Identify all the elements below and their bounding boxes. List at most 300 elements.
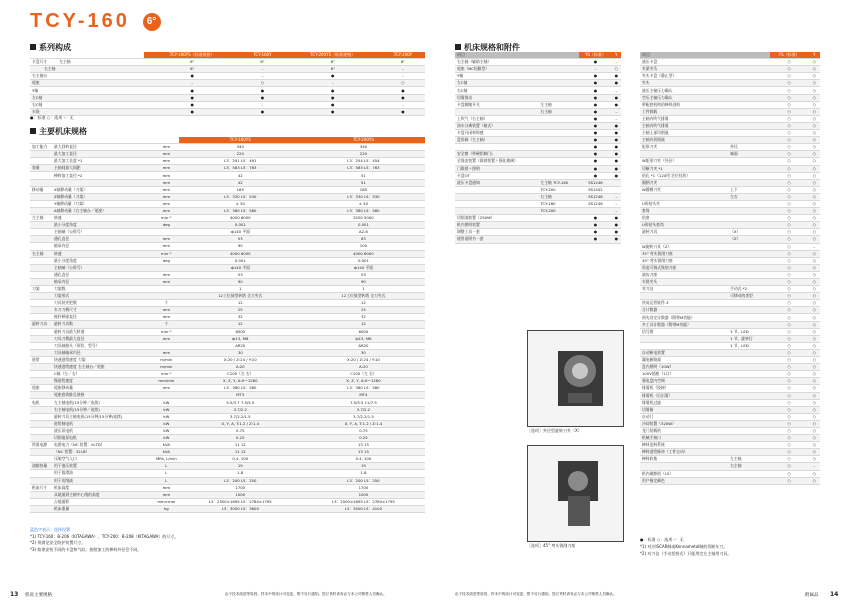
item-ys: ● <box>579 222 611 229</box>
photo-caption: ［选项］外径型旋转刀夹（X） <box>527 428 582 433</box>
spec-value-160: 220 <box>179 151 302 158</box>
item-sublabel <box>728 94 770 101</box>
spec-value-200: 53 <box>302 271 425 278</box>
item-y: ○ <box>809 435 820 442</box>
table-row <box>640 413 820 420</box>
item-ys: ○ <box>770 179 809 186</box>
item-label: 龙门装载机 <box>640 427 728 434</box>
spec-label <box>30 200 154 207</box>
spec-label <box>30 371 154 378</box>
item-ys: ○ <box>770 477 809 484</box>
item-label: 左C轴 <box>455 80 538 87</box>
spec-name: 快速进给速度 右主轴台／尾座 <box>54 364 105 370</box>
item-y: – <box>612 59 621 66</box>
spec-unit: MPa, L/min <box>156 456 177 462</box>
spec-label <box>30 207 154 214</box>
item-ys: SS1246 <box>579 193 611 200</box>
item-ys: ● <box>579 122 611 129</box>
table-row <box>455 59 621 66</box>
table-row <box>640 59 820 66</box>
spec-unit: min⁻¹ <box>154 371 179 378</box>
spec-group: 所需电源 <box>32 442 48 448</box>
spec-group: 油箱容量 <box>32 463 48 469</box>
item-sublabel <box>728 243 770 250</box>
item-sublabel <box>728 73 770 80</box>
item-sublabel <box>728 371 770 378</box>
table-row <box>30 193 425 200</box>
table-row <box>30 229 425 236</box>
item-label: 夹头 <box>640 80 728 87</box>
lineup-col: TCY-200YS（标准规格） <box>284 52 380 59</box>
row-sublabel: 左主轴 <box>59 59 71 65</box>
spec-label <box>30 406 154 413</box>
item-sublabel <box>728 321 770 328</box>
spec-name: 转速 <box>54 250 62 256</box>
footer <box>0 589 850 601</box>
spec-name: 旋转刀具数 <box>54 321 73 327</box>
item-ys: ○ <box>770 130 809 137</box>
item-label: 合计数器 <box>640 307 728 314</box>
item-y: ○ <box>809 115 820 122</box>
table-row <box>640 151 820 158</box>
spec-value-200: 3200 5000 <box>302 215 425 222</box>
spec-label <box>30 222 154 229</box>
item-y: ○ <box>809 101 820 108</box>
table-row <box>455 108 621 115</box>
spec-unit: mm <box>154 144 179 151</box>
spec-value-160: MT3 <box>179 392 302 399</box>
table-row <box>640 378 820 385</box>
item-label: 漏电断路器 <box>640 357 728 364</box>
spec-name: 车刀刀柄尺寸 <box>54 307 77 313</box>
spec-label <box>30 356 154 363</box>
spec-unit: 个 <box>154 321 179 328</box>
footer-note-left: 由于技术改进等原因，样本中的设计可变更，暂不另行通知。您订货时请务必与本公司销售人员确认。 <box>225 592 387 596</box>
item-ys: ○ <box>770 307 809 314</box>
item-sublabel <box>728 427 770 434</box>
cell-value: ● <box>144 87 240 94</box>
item-ys: ● <box>579 108 611 115</box>
item-label: 35° 弯头铣削刀座 <box>640 250 728 257</box>
item-y: ○ <box>809 158 820 165</box>
item-label: 圆柄刀夹 <box>640 179 728 186</box>
spec-label <box>30 215 154 222</box>
table-row <box>640 477 820 484</box>
specs-table <box>30 137 425 513</box>
item-label: 机械手接口 <box>640 435 728 442</box>
item-sublabel <box>728 392 770 399</box>
item-y: ○ <box>809 378 820 385</box>
item-ys: ○ <box>770 264 809 271</box>
item-ys: ○ <box>770 108 809 115</box>
item-label <box>640 335 728 342</box>
item-label <box>640 342 728 349</box>
item-label: 卡盘脚踏开关 <box>455 101 538 108</box>
item-ys: ● <box>579 73 611 80</box>
item-y: ○ <box>809 66 820 73</box>
angle-head-photo <box>527 445 624 542</box>
spec-label <box>30 392 154 399</box>
spec-unit: kg <box>154 505 179 512</box>
item-ys: ● <box>579 158 611 165</box>
table-row <box>455 66 621 73</box>
table-row <box>640 300 820 307</box>
spec-name: 刀架形式 <box>54 293 70 299</box>
item-label <box>640 463 728 470</box>
spec-label <box>30 271 154 278</box>
item-label <box>455 186 538 193</box>
item-ys: ● <box>579 151 611 158</box>
spec-label <box>30 434 154 441</box>
spec-label <box>30 179 154 186</box>
spec-value-160: AR20 <box>179 342 302 349</box>
item-ys: ○ <box>770 300 809 307</box>
item-sublabel <box>538 229 579 236</box>
row-label <box>30 66 144 73</box>
table-row <box>455 101 621 108</box>
spec-value-160: 90 <box>179 278 302 285</box>
item-ys: ○ <box>770 342 809 349</box>
item-sublabel <box>728 470 770 477</box>
spec-name: 镗杆柄部直径 <box>54 314 77 320</box>
table-row <box>640 172 820 179</box>
spec-value-200: AR20 <box>302 342 425 349</box>
table-row <box>30 236 425 243</box>
spec-value-200: L3：254 L5：454 <box>302 158 425 165</box>
item-sublabel: 外径 <box>728 144 770 151</box>
item-ys: ○ <box>770 165 809 172</box>
table-row <box>30 300 425 307</box>
spec-value-200: 0.001 <box>302 257 425 264</box>
table-row <box>30 207 425 214</box>
table-row <box>640 208 820 215</box>
item-ys: ○ <box>770 222 809 229</box>
spec-unit: mm <box>154 385 179 392</box>
spec-label <box>30 477 154 484</box>
spec-label <box>30 491 154 498</box>
table-row <box>30 364 425 371</box>
item-ys: ○ <box>770 243 809 250</box>
specs-col: TCY-200YS <box>302 137 425 144</box>
spec-unit: mm <box>154 271 179 278</box>
item-sublabel <box>728 435 770 442</box>
item-sublabel: TCY-200 <box>538 208 579 215</box>
specs-notes: 蓝色字表示：选择设置 *1) TCY-160：B-206（KITAGAWA）、TCY-200：B-208（KITAGAWA）的尺寸。 *2) 须满足安全防护装置尺寸。 *3) 如果安装不同的卡盘和气缸，按照加工的棒料外径会不同。 <box>30 527 179 552</box>
spec-name: 快速进给速度 刀架 <box>54 356 86 362</box>
item-y: ○ <box>612 66 621 73</box>
spec-unit: mm <box>154 179 179 186</box>
spec-value-200: 12工位鼓型转塔 全刀夹式 <box>302 293 425 300</box>
spec-value-200: 1 <box>302 285 425 292</box>
spec-value-200: 0.4, 100 <box>302 456 425 463</box>
cell-value: ● <box>240 108 284 115</box>
table-row <box>30 172 425 179</box>
item-y: ● <box>612 229 621 236</box>
specs-col: TCY-160YS <box>179 137 302 144</box>
table-row <box>30 406 425 413</box>
spec-label <box>30 293 154 300</box>
item-sublabel <box>538 222 579 229</box>
item-sublabel <box>538 130 579 137</box>
accessories-legend: ●：标准 ○：选项 –：无 <box>640 537 684 542</box>
item-y: ○ <box>809 208 820 215</box>
item-ys: ○ <box>770 229 809 236</box>
table-row <box>640 293 820 300</box>
spec-label <box>30 229 154 236</box>
item-ys: ○ <box>770 442 809 449</box>
item-ys: ● <box>579 80 611 87</box>
table-row <box>455 186 621 193</box>
item-ys: ○ <box>770 87 809 94</box>
item-label <box>455 193 538 200</box>
item-y: ● <box>612 172 621 179</box>
row-label-text: 右C轴 <box>32 101 43 107</box>
spec-value-200: 13 15 <box>302 449 425 456</box>
spec-value-160: 19 <box>179 463 302 470</box>
spec-value-200: ф13, M8 <box>302 335 425 342</box>
item-ys: ○ <box>770 371 809 378</box>
spec-label <box>30 151 154 158</box>
spec-value-160: 25 <box>179 307 302 314</box>
page-number-left: 13 <box>10 591 19 598</box>
spec-value-200: 3.7/2.2/1.5 <box>302 413 425 420</box>
table-row <box>30 285 425 292</box>
spec-name: 用于润滑油 <box>54 470 73 476</box>
table-row <box>30 328 425 335</box>
spec-group: 左主轴 <box>32 215 44 221</box>
spec-label <box>30 172 154 179</box>
spec-name: 转速 <box>54 215 62 221</box>
spec-value-200: 90 <box>302 278 425 285</box>
spec-unit: mm <box>154 151 179 158</box>
item-y: ○ <box>809 257 820 264</box>
item-sublabel: 手动式 *2 <box>728 286 770 293</box>
spec-value-160: 185 <box>179 186 302 193</box>
item-label: 盘形阀（左主轴） <box>455 137 538 144</box>
spec-label <box>30 456 154 463</box>
spec-value-160: L3：380 L5：580 <box>179 385 302 392</box>
item-sublabel <box>728 172 770 179</box>
item-y: ○ <box>809 215 820 222</box>
lineup-col: TCY-160Y <box>240 52 284 59</box>
item-y: ○ <box>809 80 820 87</box>
spec-label <box>30 442 154 449</box>
item-ys: ○ <box>770 172 809 179</box>
item-ys: ○ <box>770 186 809 193</box>
spec-unit: kW <box>154 420 179 427</box>
row-label <box>30 80 144 87</box>
spec-name: 最大回转直径 <box>54 144 77 150</box>
item-label: 套筒 <box>640 208 728 215</box>
spec-unit <box>154 229 179 236</box>
item-y: ● <box>612 236 621 243</box>
item-label: 冷却装置（320W） <box>640 420 728 427</box>
item-y: ○ <box>809 314 820 321</box>
photo-caption: ［选项］45° 弯头铣削刀座 <box>527 543 576 548</box>
item-sublabel <box>728 264 770 271</box>
item-label: U形钻头套筒 <box>640 222 728 229</box>
table-row <box>640 470 820 477</box>
table-row <box>30 108 425 115</box>
item-ys: ○ <box>770 73 809 80</box>
item-sublabel: （X） <box>728 229 770 236</box>
item-y: ○ <box>809 357 820 364</box>
item-y: ○ <box>809 406 820 413</box>
table-row <box>30 250 425 257</box>
item-y: ○ <box>809 200 820 207</box>
item-y: ○ <box>809 364 820 371</box>
spec-label <box>30 364 154 371</box>
spec-value-200: 51 <box>302 179 425 186</box>
footer-note-right: 由于技术改进等原因，样本中的设计可变更，暂不另行通知。您订货时请务必与本公司销售人员确认。 <box>455 592 617 596</box>
table-row <box>455 122 621 129</box>
item-label: 100V插座（1口） <box>640 371 728 378</box>
table-row <box>455 222 621 229</box>
spec-name: Z轴移动量（刀架） <box>54 193 87 199</box>
item-ys: SS1246 <box>579 179 611 186</box>
spec-unit: L <box>154 470 179 477</box>
item-label: 排屑机（后出屑） <box>640 392 728 399</box>
spec-value-200: A2-6 <box>302 229 425 236</box>
spec-label <box>30 498 154 505</box>
lineup-col: TCY-200Y <box>381 52 425 59</box>
spec-value-200: A:20 <box>302 364 425 371</box>
item-y: ○ <box>809 59 820 66</box>
cell-value: 6" <box>284 66 380 73</box>
spec-label <box>30 342 154 349</box>
spec-name: Y轴移动量（刀架） <box>54 200 87 206</box>
spec-unit: mm <box>154 186 179 193</box>
item-y: ○ <box>809 307 820 314</box>
spec-name: A轴移动量（右主轴台／尾座） <box>54 207 106 213</box>
item-label: W矩形刀夹（外径） <box>640 158 728 165</box>
item-sublabel <box>728 66 770 73</box>
item-y: ● <box>612 101 621 108</box>
spec-group: 尾座 <box>32 385 40 391</box>
spec-value-200: 6000 <box>302 328 425 335</box>
item-sublabel <box>728 477 770 484</box>
cell-value: ● <box>284 101 380 108</box>
spec-unit <box>154 293 179 300</box>
item-y: ○ <box>809 328 820 335</box>
table-row <box>640 442 820 449</box>
item-y: ○ <box>809 342 820 349</box>
spec-unit: deg <box>154 222 179 229</box>
cell-value: – <box>240 66 284 73</box>
cell-value: ● <box>240 87 284 94</box>
table-row <box>455 229 621 236</box>
spec-value-200: 100 <box>302 243 425 250</box>
cell-value: 6" <box>144 66 240 73</box>
item-label: 车铣夹头 <box>640 279 728 286</box>
cell-value: ● <box>381 94 425 101</box>
item-label: 右C轴 <box>455 87 538 94</box>
item-y: – <box>612 193 621 200</box>
item-ys: ● <box>579 165 611 172</box>
item-ys: SS1452 <box>579 186 611 193</box>
item-y <box>612 186 621 193</box>
spec-value-160: 1700 <box>179 484 302 491</box>
item-label: 用户指定颜色 <box>640 477 728 484</box>
item-sublabel <box>728 271 770 278</box>
spec-name: 刀具装夹把数 <box>54 300 77 306</box>
item-label: 棒料收集 <box>640 456 728 463</box>
spec-value-200: 1.8 <box>302 470 425 477</box>
table-row <box>30 470 425 477</box>
spec-unit: kW <box>154 406 179 413</box>
item-label: 机内刷卸机（L5） <box>640 470 728 477</box>
item-y: ● <box>612 158 621 165</box>
item-ys: ○ <box>770 364 809 371</box>
item-ys: ○ <box>770 66 809 73</box>
item-ys: ○ <box>770 357 809 364</box>
spec-name: （NC 装置：32i-B） <box>54 449 90 455</box>
table-row <box>640 335 820 342</box>
table-row <box>30 101 425 108</box>
item-ys: SS1246 <box>579 200 611 207</box>
row-label-text: 左C轴 <box>32 94 43 100</box>
spec-value-160: X, Y, A, T:1.2 / Z:1.4 <box>179 420 302 427</box>
item-ys: ○ <box>770 420 809 427</box>
spec-value-160: 53 <box>179 236 302 243</box>
spec-name: 用于液压装置 <box>54 463 77 469</box>
item-ys: ○ <box>770 378 809 385</box>
item-ys: ○ <box>770 279 809 286</box>
table-row <box>640 328 820 335</box>
spec-label <box>30 413 154 420</box>
item-sublabel <box>538 122 579 129</box>
item-ys: ○ <box>770 236 809 243</box>
item-label: 切断刀夹 *1 <box>640 165 728 172</box>
table-row <box>455 80 621 87</box>
item-ys: ○ <box>770 349 809 356</box>
cell-value: – <box>240 73 284 80</box>
spec-value-160: 30 <box>179 349 302 356</box>
spec-value-200: 30 <box>302 349 425 356</box>
spec-value-200: 3.7/2.2 <box>302 406 425 413</box>
item-ys: ○ <box>770 208 809 215</box>
item-ys: ● <box>579 215 611 222</box>
spec-value-200: L3：330 L5：530 <box>302 193 425 200</box>
accessories-table-left: 项目 YS（标准） Y 右主轴（辅助主轴） ● – 尾座（NC伺服型） – ○ Y轴 ● ● 左C轴 ● ● 右C轴 ● – 切屑推出 ● ● 卡盘脚踏开关 左主轴 ● ● 右主轴 ● – 上吹气（右主轴） ● – 油水分离装置（箱式） ● ● 卡盘开闭材料感 ● ● 盘形阀（左主轴） ● ● ● ● 安全窗（带硬铝制门) ● ● 全保安装置（联锁装置＋强化玻璃） ● ● 门联锁＋照明 ● ● 卡盘OT ● ● 液压卡盘通知 左主轴 TCY-160 SS1246 TCY-200 SS1452 右主轴 SS1246 – TCY-160 SS1246 – TCY-200 – 切削油装置（250W） ● ● 机内照明装置 ● ● 调整工具一套 ● ● 使用说明书一套 ● ● <box>455 52 621 244</box>
spec-value-160: L3：583 L5：763 <box>179 165 302 172</box>
spec-label <box>30 165 154 172</box>
spec-label <box>30 236 154 243</box>
table-row <box>640 449 820 456</box>
spec-value-200: 1000 <box>302 491 425 498</box>
item-ys: ○ <box>770 449 809 456</box>
spec-name: 尾座套筒锥孔规格 <box>54 392 85 398</box>
item-y: ○ <box>809 179 820 186</box>
item-sublabel: 上下 <box>728 186 770 193</box>
spec-label <box>30 307 154 314</box>
table-row <box>640 115 820 122</box>
table-row <box>30 356 425 363</box>
table-row <box>30 392 425 399</box>
spec-value-160: 12工位鼓型转塔 全刀夹式 <box>179 293 302 300</box>
item-ys: ● <box>579 130 611 137</box>
spec-unit: L <box>154 463 179 470</box>
spec-value-200: 0.25 <box>302 434 425 441</box>
item-y: ○ <box>809 300 820 307</box>
spec-label <box>30 427 154 434</box>
model-name: TCY-160 <box>30 10 130 32</box>
cell-value: ● <box>144 101 240 108</box>
spec-unit: mm <box>154 243 179 250</box>
table-row <box>30 264 425 271</box>
item-y: ○ <box>809 186 820 193</box>
table-row <box>640 236 820 243</box>
